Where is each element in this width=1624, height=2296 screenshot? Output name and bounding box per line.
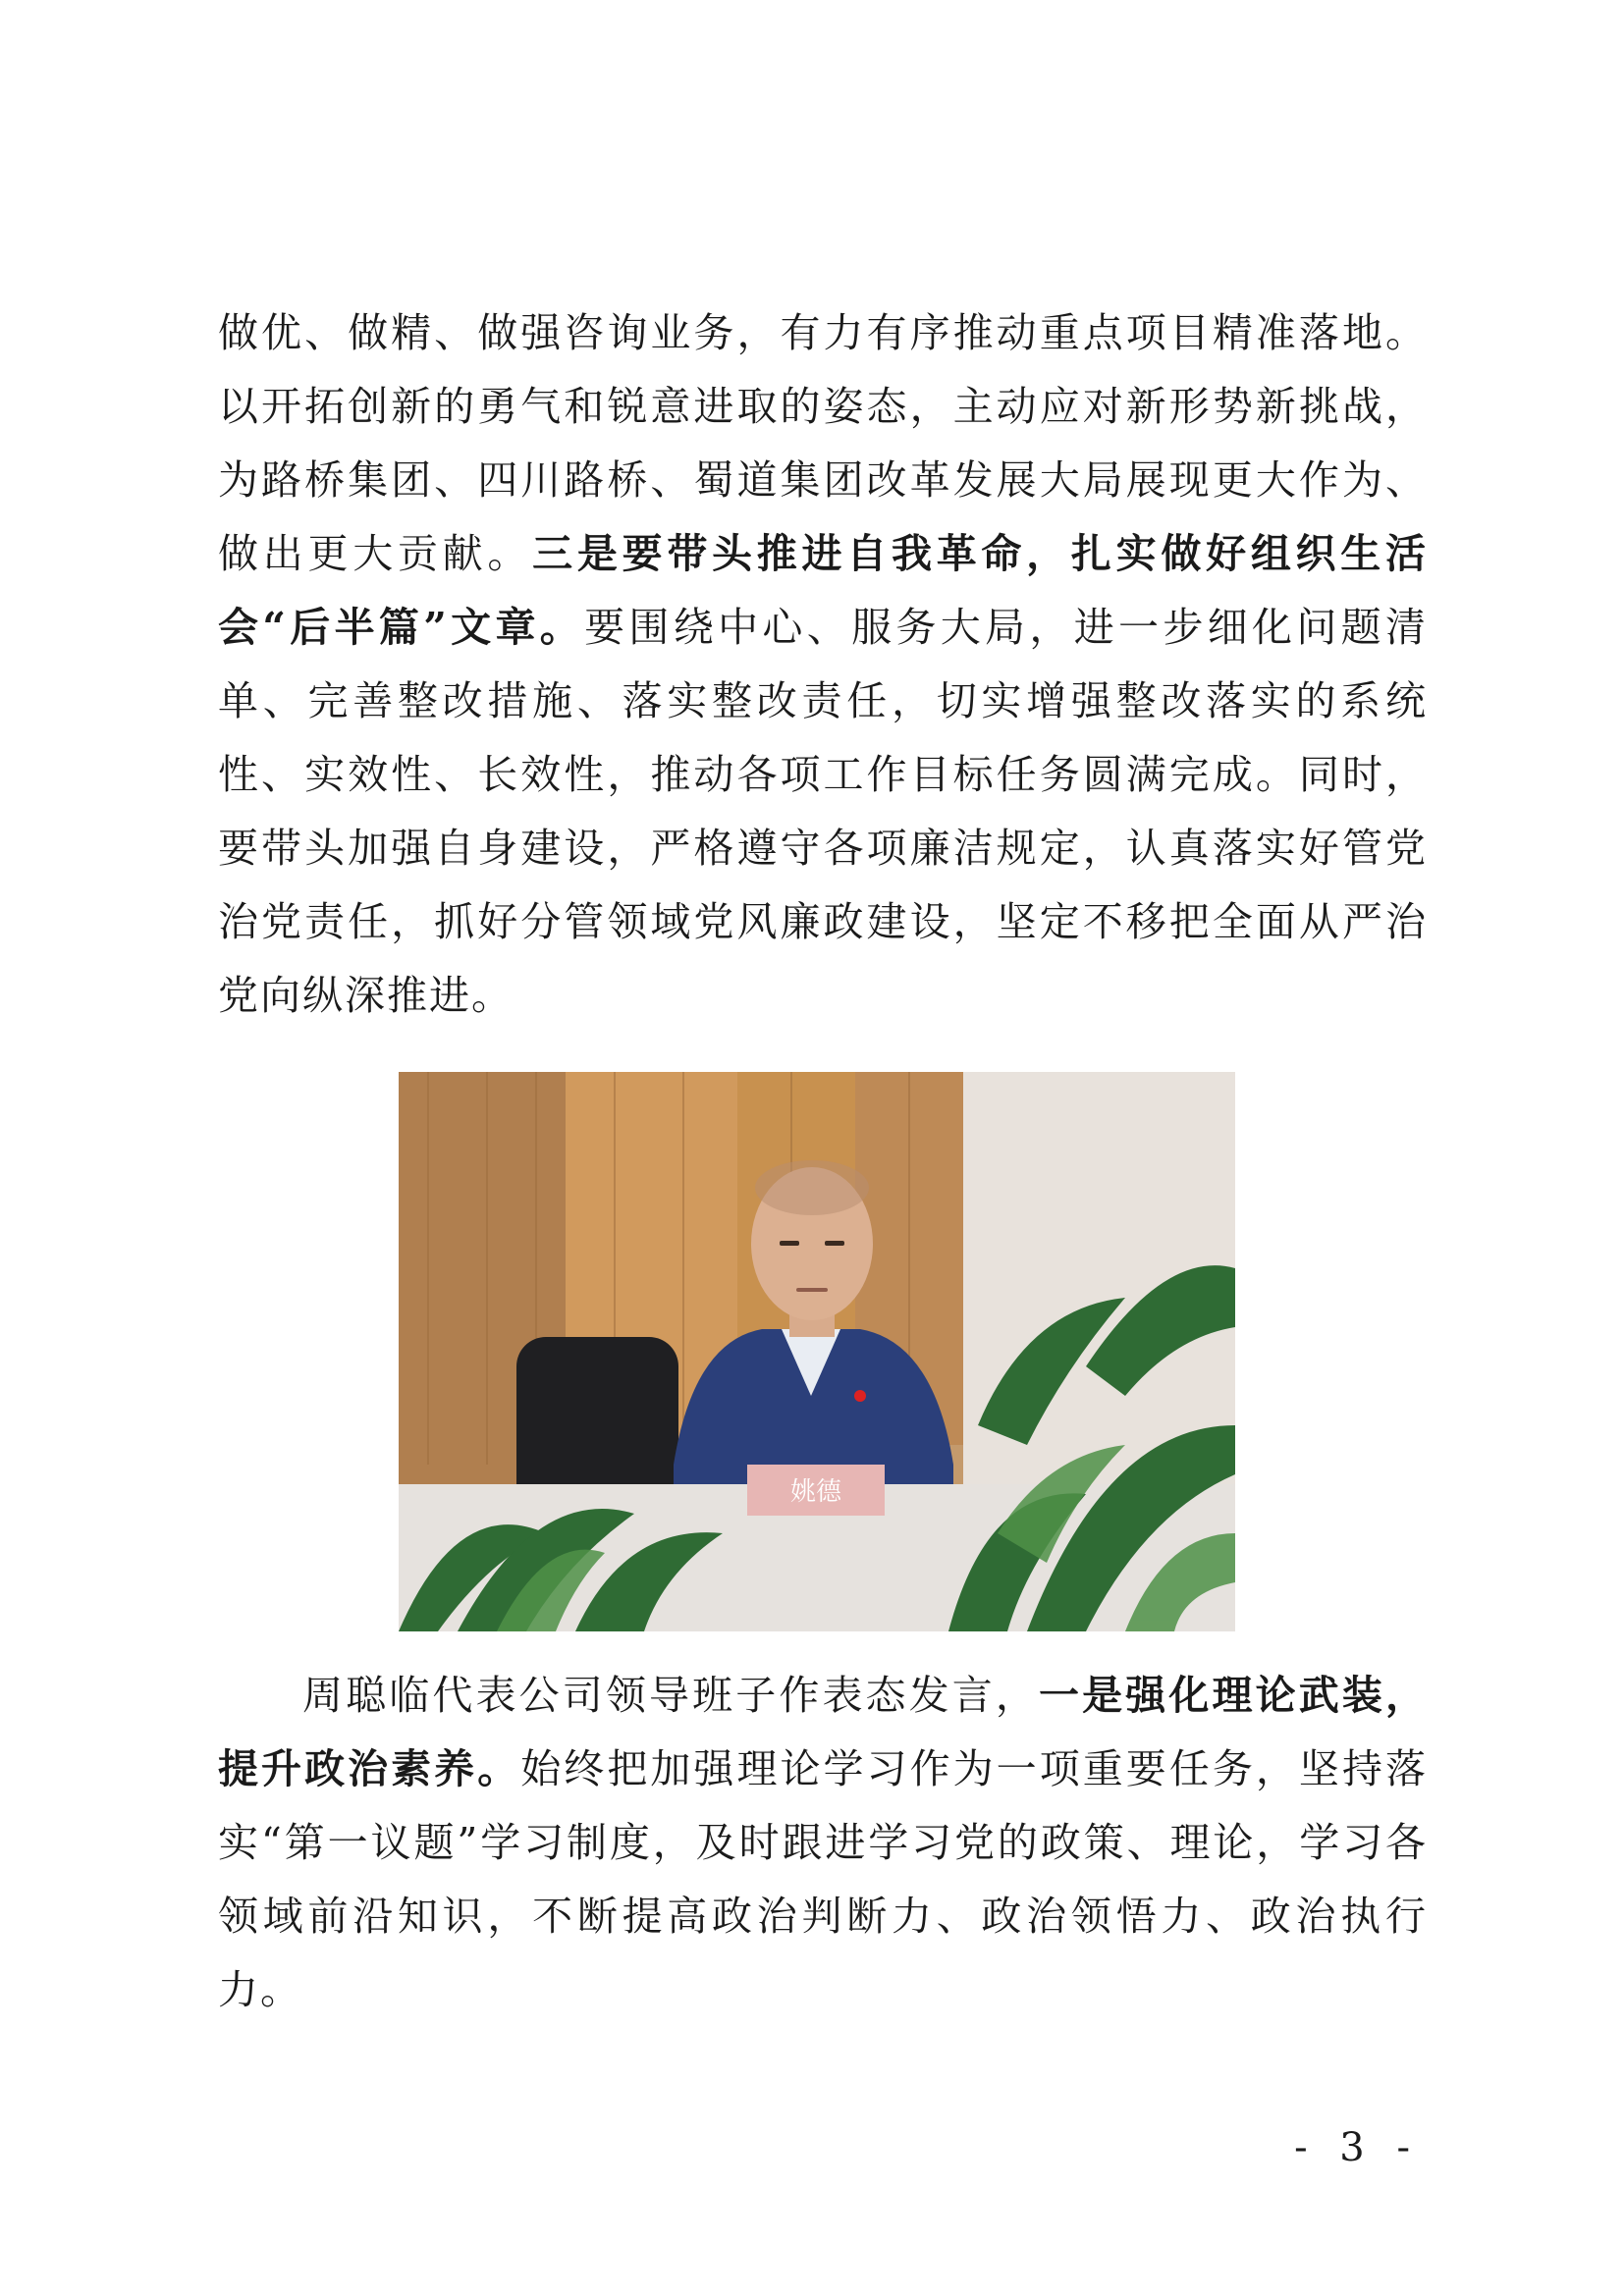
body-text-upper	[218, 296, 1428, 1033]
paragraph-text: 始终把加强理论学习作为一项重要任务，坚持落实“第一议题”学习制度，及时跟进学习党的政策、理论，学习各领域前沿知识，不断提高政治判断力、政治领悟力、政治执行力。	[218, 1745, 1429, 2013]
paragraph-continuation	[218, 296, 1428, 1033]
paragraph-statement	[218, 1659, 1428, 2027]
page-number: - 3 -	[1294, 2125, 1420, 2170]
paragraph-text: 周聪临代表公司领导班子作表态发言，	[302, 1672, 1040, 1719]
nameplate-text: 姚德	[789, 1477, 842, 1507]
paragraph-text: 做优、做精、做强咨询业务，有力有序推动重点项目精准落地。以开拓创新的勇气和锐意进取的姿态，主动应对新形势新挑战，为路桥集团、四川路桥、蜀道集团改革发展大局展现更大作为、做出更大贡献。	[218, 309, 1428, 577]
paragraph-bold-heading: 三是要带头推进自我革命，扎实做好组织生活会“后半篇”文章。	[218, 530, 1429, 651]
meeting-photo-illustration	[399, 1072, 1235, 1631]
paragraph-text: 要围绕中心、服务大局，进一步细化问题清单、完善整改措施、落实整改责任，切实增强整改落实的系统性、实效性、长效性，推动各项工作目标任务圆满完成。同时，要带头加强自身建设，严格遵守各项廉洁规定，认真落实好管党治党责任，抓好分管领域党风廉政建设，坚定不移把全面从严治党向纵深推进。	[218, 604, 1428, 1019]
paragraph-bold-heading: 一是强化理论武装，提升政治素养。	[218, 1672, 1429, 1792]
meeting-photo	[399, 1072, 1235, 1631]
body-text-lower	[218, 1659, 1428, 2027]
